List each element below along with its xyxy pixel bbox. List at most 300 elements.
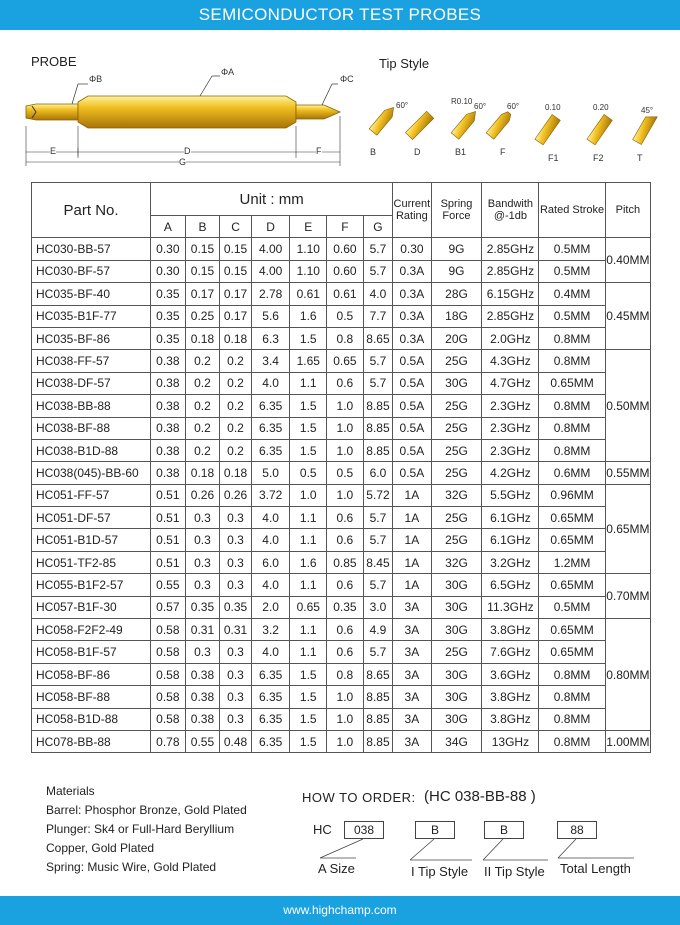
table-row: [32, 619, 651, 641]
materials-line: Barrel: Phosphor Bronze, Gold Plated: [46, 803, 247, 817]
part-number-cell: HC051-DF-57: [32, 507, 151, 529]
table-cell: 1.0: [327, 708, 364, 730]
table-cell: 0.78: [151, 730, 186, 752]
table-cell: 3.8GHz: [482, 686, 539, 708]
table-cell: 0.6MM: [539, 462, 605, 484]
table-row: [32, 283, 651, 305]
order-tip2-box: B: [484, 821, 524, 839]
table-cell: 1.5: [290, 686, 327, 708]
pitch-header: Pitch: [605, 183, 650, 238]
table-cell: 1.1: [290, 507, 327, 529]
table-cell: 0.6: [327, 529, 364, 551]
table-cell: 1.10: [290, 238, 327, 260]
table-cell: 6.35: [251, 417, 290, 439]
table-cell: 3.6GHz: [482, 663, 539, 685]
part-number-cell: HC038-FF-57: [32, 350, 151, 372]
tip-t-name: T: [637, 153, 643, 163]
table-cell: 6.15GHz: [482, 283, 539, 305]
materials-line: Spring: Music Wire, Gold Plated: [46, 860, 217, 874]
table-cell: 32G: [431, 551, 482, 573]
table-cell: 25G: [431, 462, 482, 484]
table-cell: 8.65: [363, 663, 393, 685]
table-cell: 0.6: [327, 641, 364, 663]
table-cell: 3.2GHz: [482, 551, 539, 573]
table-cell: 6.35: [251, 730, 290, 752]
table-cell: 8.85: [363, 417, 393, 439]
table-cell: 8.85: [363, 439, 393, 461]
tip-b1-angle: 60°: [474, 102, 487, 111]
table-cell: 2.0GHz: [482, 327, 539, 349]
table-row: [32, 596, 651, 618]
table-cell: 0.65: [327, 350, 364, 372]
table-cell: 8.85: [363, 730, 393, 752]
how-to-order-label: HOW TO ORDER:: [302, 790, 416, 805]
table-cell: 0.38: [151, 439, 186, 461]
table-cell: 0.30: [393, 238, 431, 260]
order-prefix: HC: [313, 822, 332, 837]
table-cell: 0.38: [185, 686, 220, 708]
table-row: [32, 730, 651, 752]
table-cell: 0.5MM: [539, 238, 605, 260]
pitch-cell: 0.55MM: [605, 462, 650, 484]
table-cell: 4.3GHz: [482, 350, 539, 372]
table-cell: 0.2: [220, 350, 252, 372]
table-cell: 0.58: [151, 641, 186, 663]
table-cell: 0.3: [220, 529, 252, 551]
table-cell: 0.3: [185, 641, 220, 663]
table-cell: 0.5A: [393, 462, 431, 484]
pitch-cell: 0.70MM: [605, 574, 650, 619]
table-cell: 5.7: [363, 529, 393, 551]
table-cell: 0.6: [327, 574, 364, 596]
table-cell: 4.0: [251, 574, 290, 596]
stroke-header: Rated Stroke: [539, 183, 605, 238]
table-cell: 0.30: [151, 260, 186, 282]
table-cell: 11.3GHz: [482, 596, 539, 618]
table-cell: 1.0: [327, 686, 364, 708]
table-cell: 1.65: [290, 350, 327, 372]
tip-d-name: D: [414, 147, 421, 157]
table-cell: 0.8MM: [539, 327, 605, 349]
table-cell: 0.15: [185, 260, 220, 282]
table-cell: 0.35: [327, 596, 364, 618]
part-number-cell: HC035-B1F-77: [32, 305, 151, 327]
table-cell: 0.65MM: [539, 574, 605, 596]
table-cell: 0.2: [220, 372, 252, 394]
table-cell: 4.9: [363, 619, 393, 641]
table-cell: 0.35: [185, 596, 220, 618]
table-cell: 0.8MM: [539, 350, 605, 372]
table-cell: 1.5: [290, 730, 327, 752]
table-cell: 0.31: [185, 619, 220, 641]
spec-table-body: [32, 238, 651, 753]
table-cell: 3.8GHz: [482, 619, 539, 641]
table-cell: 0.18: [185, 327, 220, 349]
table-cell: 0.3: [220, 507, 252, 529]
table-cell: 5.72: [363, 484, 393, 506]
table-cell: 5.7: [363, 641, 393, 663]
table-cell: 18G: [431, 305, 482, 327]
table-cell: 3A: [393, 708, 431, 730]
table-cell: 1.1: [290, 619, 327, 641]
page-footer: [0, 896, 680, 925]
table-cell: 0.8MM: [539, 417, 605, 439]
part-number-cell: HC051-TF2-85: [32, 551, 151, 573]
part-number-cell: HC035-BF-40: [32, 283, 151, 305]
table-cell: 0.18: [185, 462, 220, 484]
materials-line: Plunger: Sk4 or Full-Hard Beryllium: [46, 822, 235, 836]
table-row: [32, 305, 651, 327]
table-cell: 5.7: [363, 574, 393, 596]
table-cell: 0.58: [151, 708, 186, 730]
part-number-cell: HC078-BB-88: [32, 730, 151, 752]
spring-header: Spring Force: [431, 183, 482, 238]
table-cell: 30G: [431, 686, 482, 708]
table-cell: 0.3: [185, 529, 220, 551]
table-cell: 0.3: [220, 551, 252, 573]
table-cell: 1.6: [290, 305, 327, 327]
table-cell: 1.1: [290, 372, 327, 394]
footer-url: www.highchamp.com: [283, 903, 397, 917]
table-cell: 0.65MM: [539, 507, 605, 529]
table-cell: 0.5A: [393, 350, 431, 372]
dim-f-label: F: [316, 146, 322, 156]
table-cell: 0.6: [327, 619, 364, 641]
table-cell: 0.35: [151, 305, 186, 327]
table-cell: 25G: [431, 395, 482, 417]
table-row: [32, 417, 651, 439]
table-cell: 0.6: [327, 372, 364, 394]
table-cell: 0.38: [185, 663, 220, 685]
table-row: [32, 327, 651, 349]
table-cell: 6.35: [251, 439, 290, 461]
order-size-box: 038: [344, 821, 384, 839]
table-cell: 1.5: [290, 708, 327, 730]
part-number-cell: HC038-DF-57: [32, 372, 151, 394]
table-cell: 6.1GHz: [482, 529, 539, 551]
table-cell: 0.3A: [393, 260, 431, 282]
table-row: [32, 686, 651, 708]
dim-d-label: D: [184, 146, 191, 156]
dim-header-f: F: [327, 216, 364, 238]
table-cell: 6.35: [251, 686, 290, 708]
table-cell: 0.2: [185, 395, 220, 417]
table-cell: 2.78: [251, 283, 290, 305]
table-cell: 0.5A: [393, 372, 431, 394]
table-cell: 0.58: [151, 663, 186, 685]
table-cell: 1.0: [327, 395, 364, 417]
table-cell: 25G: [431, 507, 482, 529]
table-cell: 6.3: [251, 327, 290, 349]
table-cell: 0.61: [290, 283, 327, 305]
table-cell: 0.8MM: [539, 663, 605, 685]
part-number-cell: HC058-BF-86: [32, 663, 151, 685]
table-cell: 0.6: [327, 507, 364, 529]
table-cell: 0.3: [185, 574, 220, 596]
table-cell: 9G: [431, 260, 482, 282]
probe-diagram: [22, 66, 367, 176]
table-row: [32, 372, 651, 394]
part-number-cell: HC055-B1F2-57: [32, 574, 151, 596]
table-cell: 1.0: [327, 484, 364, 506]
table-cell: 3A: [393, 730, 431, 752]
table-cell: 8.65: [363, 327, 393, 349]
table-cell: 0.51: [151, 507, 186, 529]
dim-a-label: ΦA: [221, 67, 235, 77]
table-cell: 6.35: [251, 663, 290, 685]
table-cell: 5.7: [363, 372, 393, 394]
table-cell: 5.7: [363, 238, 393, 260]
table-cell: 2.3GHz: [482, 395, 539, 417]
pitch-cell: 1.00MM: [605, 730, 650, 752]
materials-title: Materials: [46, 784, 95, 798]
table-cell: 25G: [431, 350, 482, 372]
table-cell: 0.3: [220, 686, 252, 708]
table-cell: 0.2: [185, 417, 220, 439]
table-cell: 0.65MM: [539, 641, 605, 663]
table-cell: 28G: [431, 283, 482, 305]
table-cell: 4.0: [251, 507, 290, 529]
part-number-cell: HC030-BF-57: [32, 260, 151, 282]
dim-header-d: D: [251, 216, 290, 238]
table-cell: 0.5A: [393, 439, 431, 461]
table-cell: 0.38: [151, 395, 186, 417]
table-cell: 5.0: [251, 462, 290, 484]
table-cell: 0.17: [220, 305, 252, 327]
table-cell: 1.0: [290, 484, 327, 506]
table-cell: 0.26: [185, 484, 220, 506]
table-cell: 0.4MM: [539, 283, 605, 305]
table-cell: 1.5: [290, 395, 327, 417]
table-row: [32, 484, 651, 506]
current-header: Current Rating: [393, 183, 431, 238]
table-cell: 0.2: [185, 439, 220, 461]
dim-c-label: ΦC: [340, 74, 354, 84]
table-row: [32, 260, 651, 282]
tip-f-name: F: [500, 147, 506, 157]
table-cell: 0.18: [220, 327, 252, 349]
table-cell: 0.3: [220, 708, 252, 730]
dim-header-e: E: [290, 216, 327, 238]
table-cell: 1.5: [290, 663, 327, 685]
table-cell: 0.2: [220, 439, 252, 461]
table-cell: 4.00: [251, 238, 290, 260]
table-cell: 0.51: [151, 484, 186, 506]
table-cell: 8.85: [363, 708, 393, 730]
table-cell: 1.0: [327, 730, 364, 752]
table-cell: 25G: [431, 417, 482, 439]
tip-b1-radius: R0.10: [451, 97, 473, 106]
table-cell: 30G: [431, 619, 482, 641]
how-to-order-example: (HC 038-BB-88 ): [424, 788, 536, 805]
dim-b-label: ΦB: [89, 74, 103, 84]
table-cell: 0.25: [185, 305, 220, 327]
table-cell: 1.0: [327, 417, 364, 439]
tip-t-angle: 45°: [641, 106, 654, 115]
table-cell: 0.17: [185, 283, 220, 305]
table-cell: 0.35: [151, 327, 186, 349]
dim-header-b: B: [185, 216, 220, 238]
table-row: [32, 238, 651, 260]
table-cell: 1.2MM: [539, 551, 605, 573]
table-cell: 30G: [431, 663, 482, 685]
table-cell: 1A: [393, 574, 431, 596]
table-cell: 5.7: [363, 350, 393, 372]
table-row: [32, 350, 651, 372]
table-cell: 0.38: [151, 462, 186, 484]
table-cell: 0.3: [220, 663, 252, 685]
table-cell: 4.00: [251, 260, 290, 282]
pitch-cell: 0.65MM: [605, 484, 650, 574]
table-cell: 32G: [431, 484, 482, 506]
table-cell: 7.7: [363, 305, 393, 327]
dim-header-a: A: [151, 216, 186, 238]
table-cell: 1.5: [290, 439, 327, 461]
table-cell: 13GHz: [482, 730, 539, 752]
table-cell: 8.45: [363, 551, 393, 573]
table-cell: 3A: [393, 596, 431, 618]
table-cell: 4.7GHz: [482, 372, 539, 394]
part-no-header: Part No.: [32, 183, 151, 238]
table-cell: 4.0: [363, 283, 393, 305]
table-cell: 0.8MM: [539, 730, 605, 752]
tip-f2-name: F2: [593, 153, 604, 163]
table-cell: 9G: [431, 238, 482, 260]
table-cell: 0.30: [151, 238, 186, 260]
table-cell: 0.61: [327, 283, 364, 305]
table-cell: 1.5: [290, 417, 327, 439]
tip-f1-width: 0.10: [545, 103, 561, 112]
table-cell: 0.5A: [393, 417, 431, 439]
table-cell: 1.6: [290, 551, 327, 573]
table-cell: 0.60: [327, 260, 364, 282]
table-cell: 6.0: [363, 462, 393, 484]
part-number-cell: HC038(045)-BB-60: [32, 462, 151, 484]
table-cell: 0.15: [220, 260, 252, 282]
table-cell: 0.31: [220, 619, 252, 641]
table-row: [32, 395, 651, 417]
table-cell: 3A: [393, 619, 431, 641]
table-cell: 25G: [431, 641, 482, 663]
dim-header-c: C: [220, 216, 252, 238]
table-cell: 3A: [393, 663, 431, 685]
part-number-cell: HC058-F2F2-49: [32, 619, 151, 641]
table-row: [32, 708, 651, 730]
table-cell: 6.1GHz: [482, 507, 539, 529]
table-cell: 0.58: [151, 686, 186, 708]
table-cell: 0.57: [151, 596, 186, 618]
table-cell: 8.85: [363, 395, 393, 417]
table-cell: 0.2: [185, 372, 220, 394]
tip-style-label: Tip Style: [379, 56, 430, 71]
table-cell: 25G: [431, 529, 482, 551]
order-caption-length: Total Length: [560, 861, 631, 876]
table-cell: 0.38: [185, 708, 220, 730]
page-title: SEMICONDUCTOR TEST PROBES: [198, 5, 482, 24]
table-cell: 0.51: [151, 529, 186, 551]
table-cell: 0.8MM: [539, 708, 605, 730]
table-cell: 0.51: [151, 551, 186, 573]
table-cell: 0.38: [151, 350, 186, 372]
table-cell: 0.18: [220, 462, 252, 484]
table-cell: 2.85GHz: [482, 260, 539, 282]
part-number-cell: HC058-B1F-57: [32, 641, 151, 663]
table-cell: 0.48: [220, 730, 252, 752]
part-number-cell: HC057-B1F-30: [32, 596, 151, 618]
table-cell: 2.3GHz: [482, 417, 539, 439]
order-tip1-box: B: [415, 821, 455, 839]
table-cell: 0.96MM: [539, 484, 605, 506]
table-cell: 0.2: [185, 350, 220, 372]
dim-e-label: E: [50, 146, 57, 156]
dim-header-g: G: [363, 216, 393, 238]
table-cell: 0.3: [220, 641, 252, 663]
table-cell: 4.2GHz: [482, 462, 539, 484]
table-cell: 0.5MM: [539, 260, 605, 282]
table-row: [32, 439, 651, 461]
table-cell: 30G: [431, 574, 482, 596]
table-cell: 0.5: [327, 305, 364, 327]
materials-block: [46, 782, 247, 877]
table-cell: 6.35: [251, 395, 290, 417]
part-number-cell: HC038-BB-88: [32, 395, 151, 417]
page-header: [0, 0, 680, 30]
table-cell: 0.2: [220, 417, 252, 439]
table-cell: 0.55: [151, 574, 186, 596]
dim-g-label: G: [179, 157, 187, 167]
tip-f-angle: 60°: [507, 102, 520, 111]
spec-table: [31, 182, 651, 753]
table-cell: 3.4: [251, 350, 290, 372]
table-cell: 0.8MM: [539, 439, 605, 461]
part-number-cell: HC058-BF-88: [32, 686, 151, 708]
table-row: [32, 641, 651, 663]
table-cell: 0.8: [327, 327, 364, 349]
table-row: [32, 529, 651, 551]
table-cell: 0.35: [220, 596, 252, 618]
table-cell: 0.5: [327, 462, 364, 484]
tip-f1-name: F1: [548, 153, 559, 163]
table-cell: 1A: [393, 507, 431, 529]
table-cell: 30G: [431, 596, 482, 618]
part-number-cell: HC038-B1D-88: [32, 439, 151, 461]
table-cell: 0.65: [290, 596, 327, 618]
table-cell: 0.2: [220, 395, 252, 417]
table-cell: 8.85: [363, 686, 393, 708]
table-cell: 1A: [393, 529, 431, 551]
table-cell: 0.5MM: [539, 596, 605, 618]
table-cell: 30G: [431, 708, 482, 730]
table-cell: 0.3: [185, 551, 220, 573]
table-row: [32, 574, 651, 596]
table-cell: 6.5GHz: [482, 574, 539, 596]
table-cell: 2.3GHz: [482, 439, 539, 461]
table-cell: 0.15: [185, 238, 220, 260]
table-cell: 0.5: [290, 462, 327, 484]
table-cell: 0.65MM: [539, 372, 605, 394]
materials-line: Copper, Gold Plated: [46, 841, 155, 855]
table-row: [32, 507, 651, 529]
table-row: [32, 663, 651, 685]
table-cell: 0.85: [327, 551, 364, 573]
unit-header: Unit : mm: [151, 183, 393, 216]
table-cell: 0.55: [185, 730, 220, 752]
table-cell: 0.65MM: [539, 619, 605, 641]
table-cell: 6.0: [251, 551, 290, 573]
table-cell: 0.3A: [393, 327, 431, 349]
table-cell: 1.1: [290, 574, 327, 596]
table-cell: 0.15: [220, 238, 252, 260]
